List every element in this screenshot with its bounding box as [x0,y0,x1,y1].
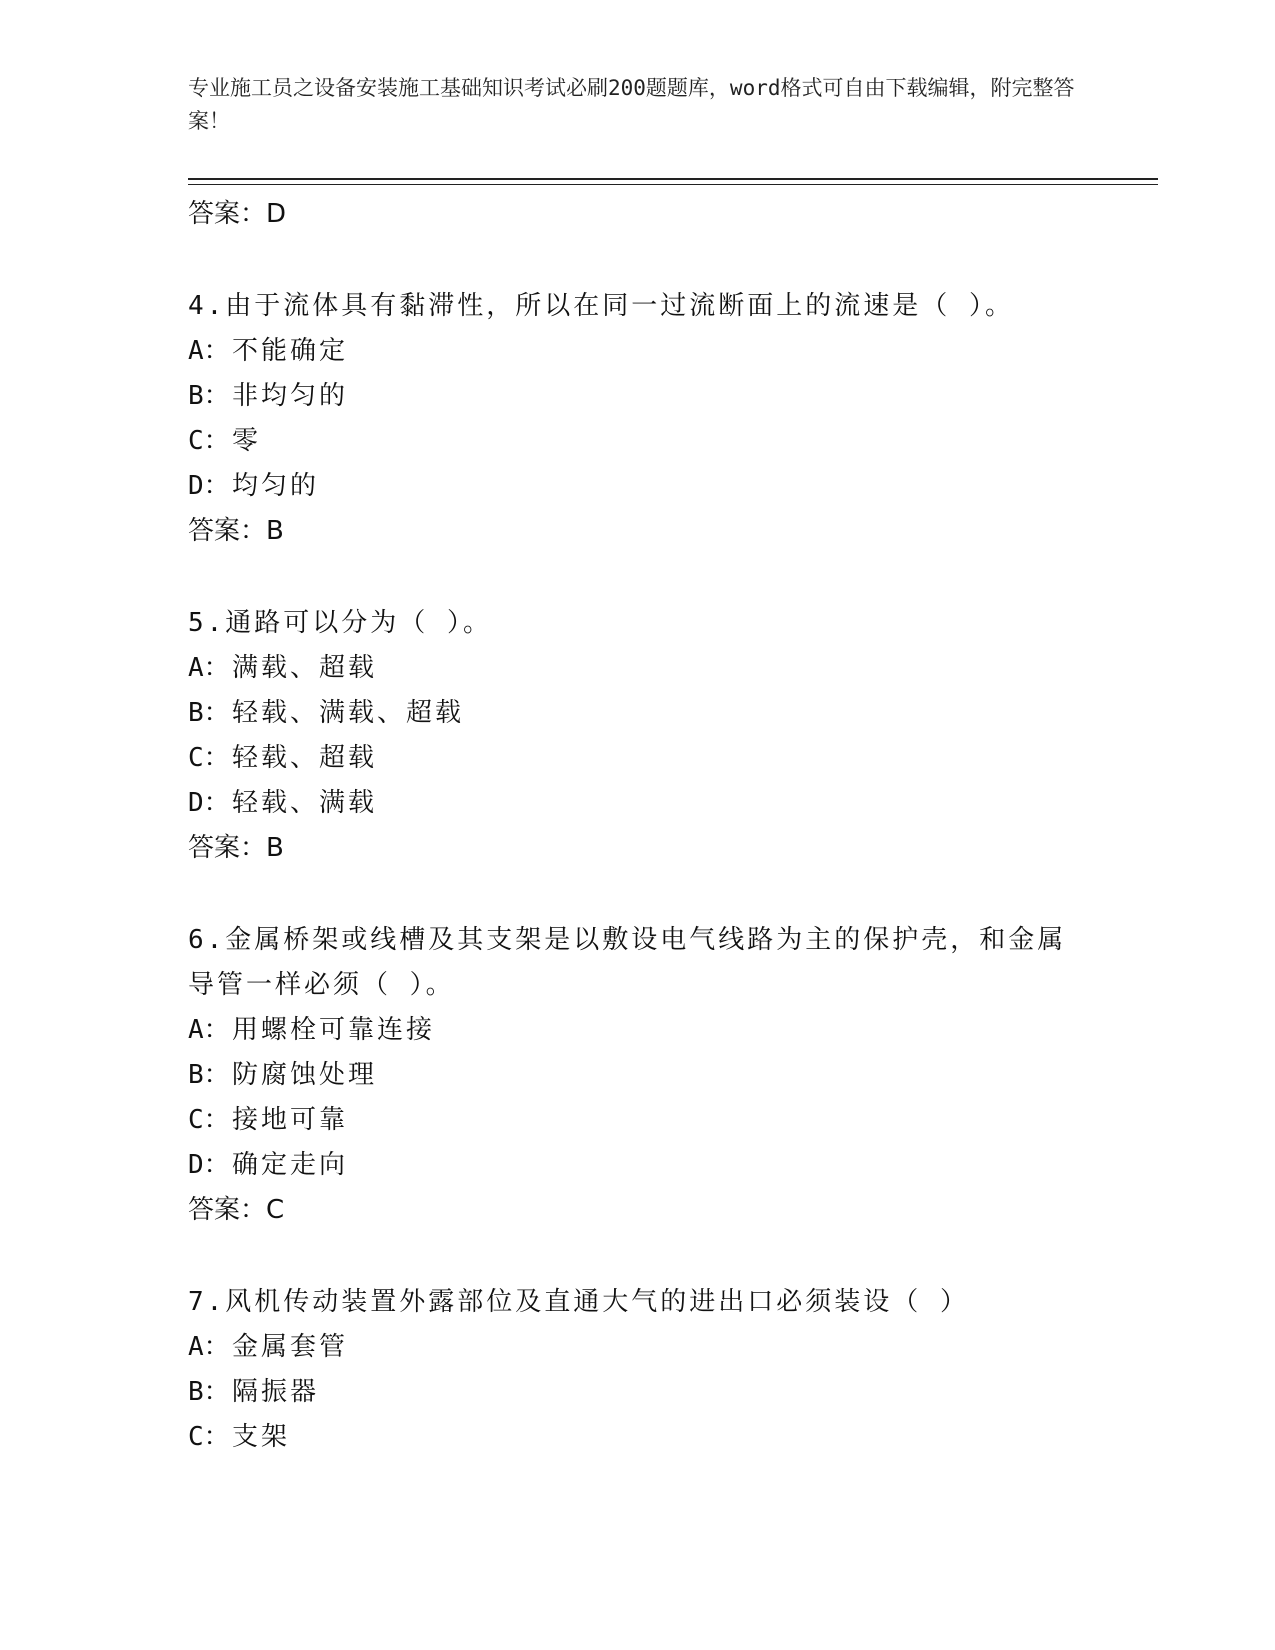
option-d [188,464,1088,509]
option-text: 轻载、满载、超载 [232,698,465,728]
question-stem: 5.通路可以分为（ ）。 [188,608,492,638]
option-key: C： [188,743,230,773]
answer-line [188,192,1088,236]
answer-label: 答案： [188,199,267,229]
answer-value: D [266,199,287,229]
header-divider-thick [188,178,1158,180]
option-text: 非均匀的 [232,381,349,411]
option-text: 防腐蚀处理 [232,1060,378,1090]
option-key: C： [188,1422,230,1452]
question-stem: 7.风机传动装置外露部位及直通大气的进出口必须装设（ ） [188,1287,969,1317]
option-text: 金属套管 [232,1332,349,1362]
option-key: A： [188,336,230,366]
option-text: 满载、超载 [232,653,378,683]
question-list [188,192,1088,1460]
question-stem: 4.由于流体具有黏滞性，所以在同一过流断面上的流速是（ ）。 [188,291,1014,321]
option-text: 零 [232,426,262,456]
option-text: 支架 [232,1422,291,1452]
option-b [188,1053,1088,1098]
option-text: 接地可靠 [232,1105,349,1135]
option-key: B： [188,1060,230,1090]
option-c [188,419,1088,464]
option-a [188,329,1088,374]
answer-value: B [266,516,284,546]
option-text: 用螺栓可靠连接 [232,1015,436,1045]
option-text: 轻载、满载 [232,788,378,818]
option-c [188,736,1088,781]
option-key: D： [188,1150,230,1180]
option-d [188,781,1088,826]
option-text: 隔振器 [232,1377,320,1407]
answer-line [188,1188,1088,1232]
answer-label: 答案： [188,516,267,546]
answer-value: B [266,833,284,863]
option-text: 均匀的 [232,471,320,501]
option-a [188,1008,1088,1053]
option-b [188,691,1088,736]
answer-label: 答案： [188,1195,267,1225]
document-header: 专业施工员之设备安装施工基础知识考试必刷200题题库，word格式可自由下载编辑，附完整答案！ [188,76,1075,133]
option-key: A： [188,1332,230,1362]
option-text: 确定走向 [232,1150,349,1180]
answer-label: 答案： [188,833,267,863]
option-key: D： [188,788,230,818]
option-text: 轻载、超载 [232,743,378,773]
option-key: A： [188,653,230,683]
option-d [188,1143,1088,1188]
option-key: B： [188,381,230,411]
answer-line [188,509,1088,553]
option-key: C： [188,1105,230,1135]
option-b [188,374,1088,419]
question-stem: 6.金属桥架或线槽及其支架是以敷设电气线路为主的保护壳，和金属导管一样必须（ ）。 [188,925,1067,1000]
option-b [188,1370,1088,1415]
option-text: 不能确定 [232,336,349,366]
option-key: B： [188,1377,230,1407]
answer-value: C [266,1195,285,1225]
option-c [188,1415,1088,1460]
option-key: B： [188,698,230,728]
option-key: A： [188,1015,230,1045]
option-a [188,1325,1088,1370]
option-key: D： [188,471,230,501]
header-divider-thin [188,184,1158,185]
option-a [188,646,1088,691]
answer-line [188,826,1088,870]
option-c [188,1098,1088,1143]
option-key: C： [188,426,230,456]
